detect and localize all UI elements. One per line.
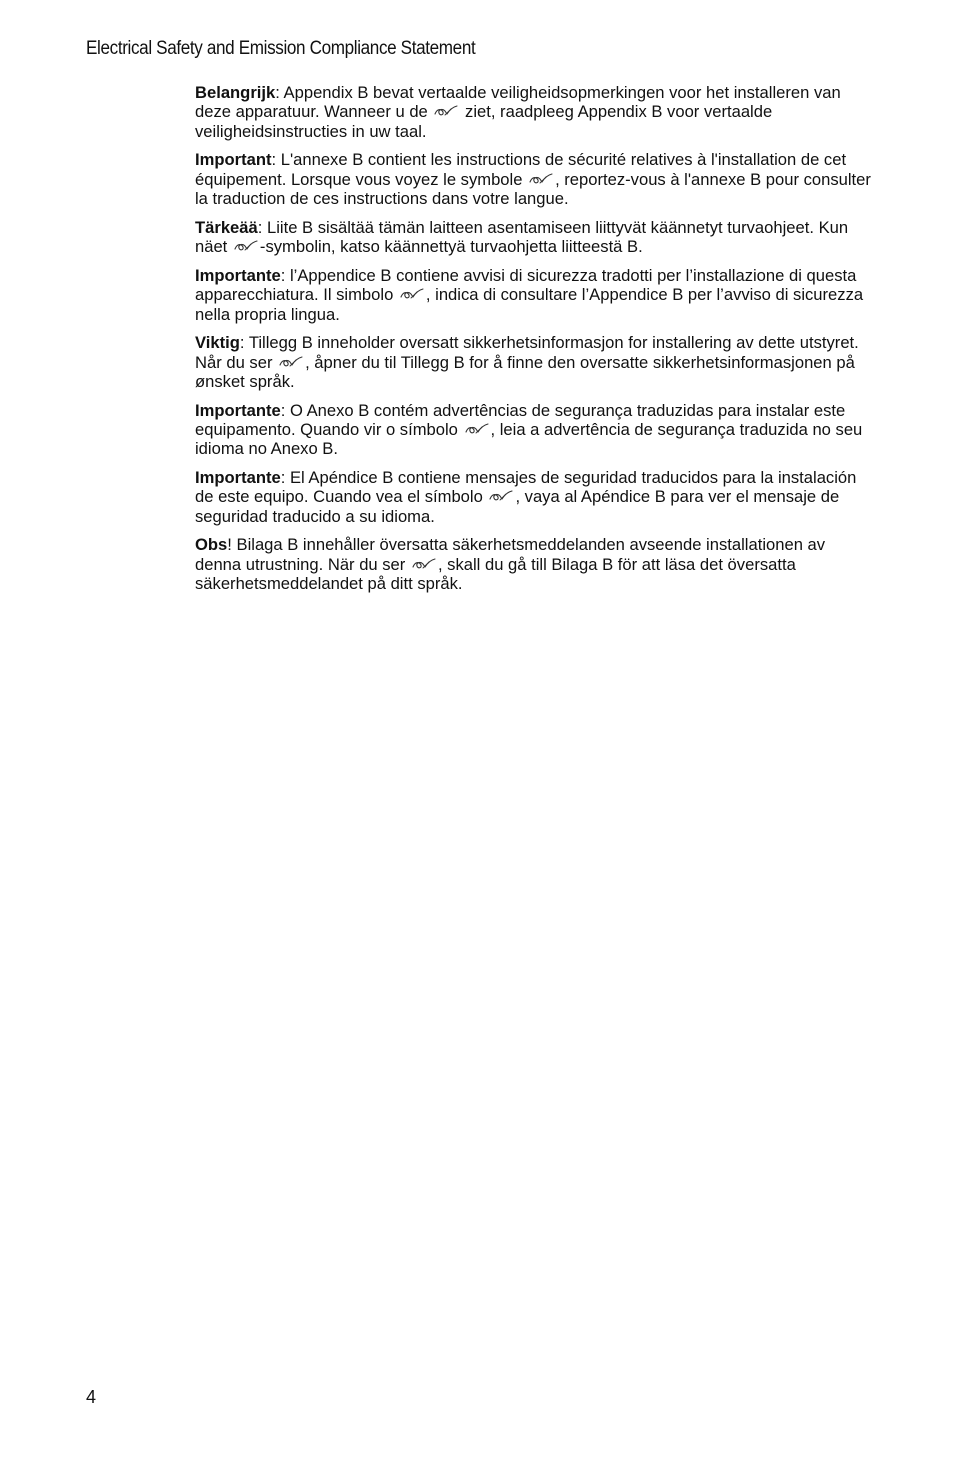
notice-spanish <box>195 468 871 526</box>
translated-safety-note-icon <box>233 239 259 253</box>
notice-text-after: , indica di consultare l’Appendice B per l’avviso di sicurezza nella propria lingua. <box>195 285 864 324</box>
notice-text-before: L'annexe B contient les instructions de sécurité relatives à l'installation de cet équipement. Lorsque vous voyez le symbole <box>195 150 847 189</box>
notice-norwegian <box>195 333 871 391</box>
notice-lead: Importante <box>195 400 281 420</box>
notice-lead: Viktig <box>195 333 240 353</box>
notice-separator: : <box>280 468 290 488</box>
notice-text-after: , åpner du til Tillegg B for å finne den oversatte sikkerhetsinformasjonen på ønsket språk. <box>195 352 855 392</box>
translated-safety-note-icon <box>464 422 490 436</box>
running-header: Electrical Safety and Emission Compliance Statement <box>86 38 476 59</box>
notice-text-before: Appendix B bevat vertaalde veiligheidsopmerkingen voor het installeren van deze apparatuur. Wanneer u de <box>195 83 841 122</box>
notice-text-before: Liite B sisältää tämän laitteen asentamiseen liittyvät käännetyt turvaohjeet. Kun näet <box>195 217 849 257</box>
notice-separator: : <box>257 217 267 237</box>
translated-safety-note-icon <box>278 355 304 369</box>
notice-text-before: Bilaga B innehåller översatta säkerhetsmeddelanden avseende installationen av denna utrustning. När du ser <box>195 535 826 574</box>
safety-notices <box>195 83 871 603</box>
notice-text-before: El Apéndice B contiene mensajes de seguridad traducidos para la instalación de este equipo. Cuando vea el símbolo <box>195 468 857 507</box>
notice-lead: Tärkeää <box>195 217 258 237</box>
notice-italian <box>195 266 871 324</box>
notice-separator: : <box>239 333 249 353</box>
notice-text-after: , leia a advertência de segurança traduzida no seu idioma no Anexo B. <box>195 420 863 459</box>
notice-separator: ! <box>227 535 237 555</box>
notice-text-after: , vaya al Apéndice B para ver el mensaje de seguridad traducido a su idioma. <box>195 487 840 526</box>
notice-separator: : <box>280 400 290 420</box>
notice-lead: Importante <box>195 265 281 285</box>
notice-portuguese <box>195 401 871 459</box>
notice-text-before: O Anexo B contém advertências de segurança traduzidas para instalar este equipamento. Quando vir o símbolo <box>195 400 846 440</box>
notice-text-after: , skall du gå till Bilaga B för att läsa det översatta säkerhetsmeddelandet på ditt språk. <box>195 554 796 594</box>
notice-separator: : <box>280 265 290 285</box>
translated-safety-note-icon <box>411 557 437 571</box>
notice-separator: : <box>275 83 284 102</box>
notice-swedish <box>195 535 871 593</box>
notice-finnish <box>195 218 871 257</box>
notice-lead: Important <box>195 150 272 170</box>
notice-text-before: l’Appendice B contiene avvisi di sicurezza tradotti per l’installazione di questa apparecchiatura. Il simbolo <box>195 265 857 305</box>
notice-text-after: , reportez-vous à l'annexe B pour consulter la traduction de ces instructions dans votre langue. <box>195 169 871 209</box>
translated-safety-note-icon <box>528 172 554 186</box>
notice-text-before: Tillegg B inneholder oversatt sikkerhetsinformasjon for installering av dette utstyret. Når du ser <box>195 333 859 372</box>
notice-lead: Obs <box>195 535 228 555</box>
notice-french <box>195 150 871 208</box>
translated-safety-note-icon <box>433 104 459 118</box>
notice-text-after: ziet, raadpleeg Appendix B voor vertaalde veiligheidsinstructies in uw taal. <box>195 102 773 141</box>
notice-lead: Belangrijk <box>195 83 276 102</box>
page-number: 4 <box>86 1387 97 1407</box>
notice-separator: : <box>271 150 281 170</box>
notice-dutch <box>195 83 871 141</box>
notice-text-after: -symbolin, katso käännettyä turvaohjetta liitteestä B. <box>259 237 643 257</box>
notice-lead: Importante <box>195 468 281 488</box>
translated-safety-note-icon <box>488 489 514 503</box>
translated-safety-note-icon <box>399 287 425 301</box>
